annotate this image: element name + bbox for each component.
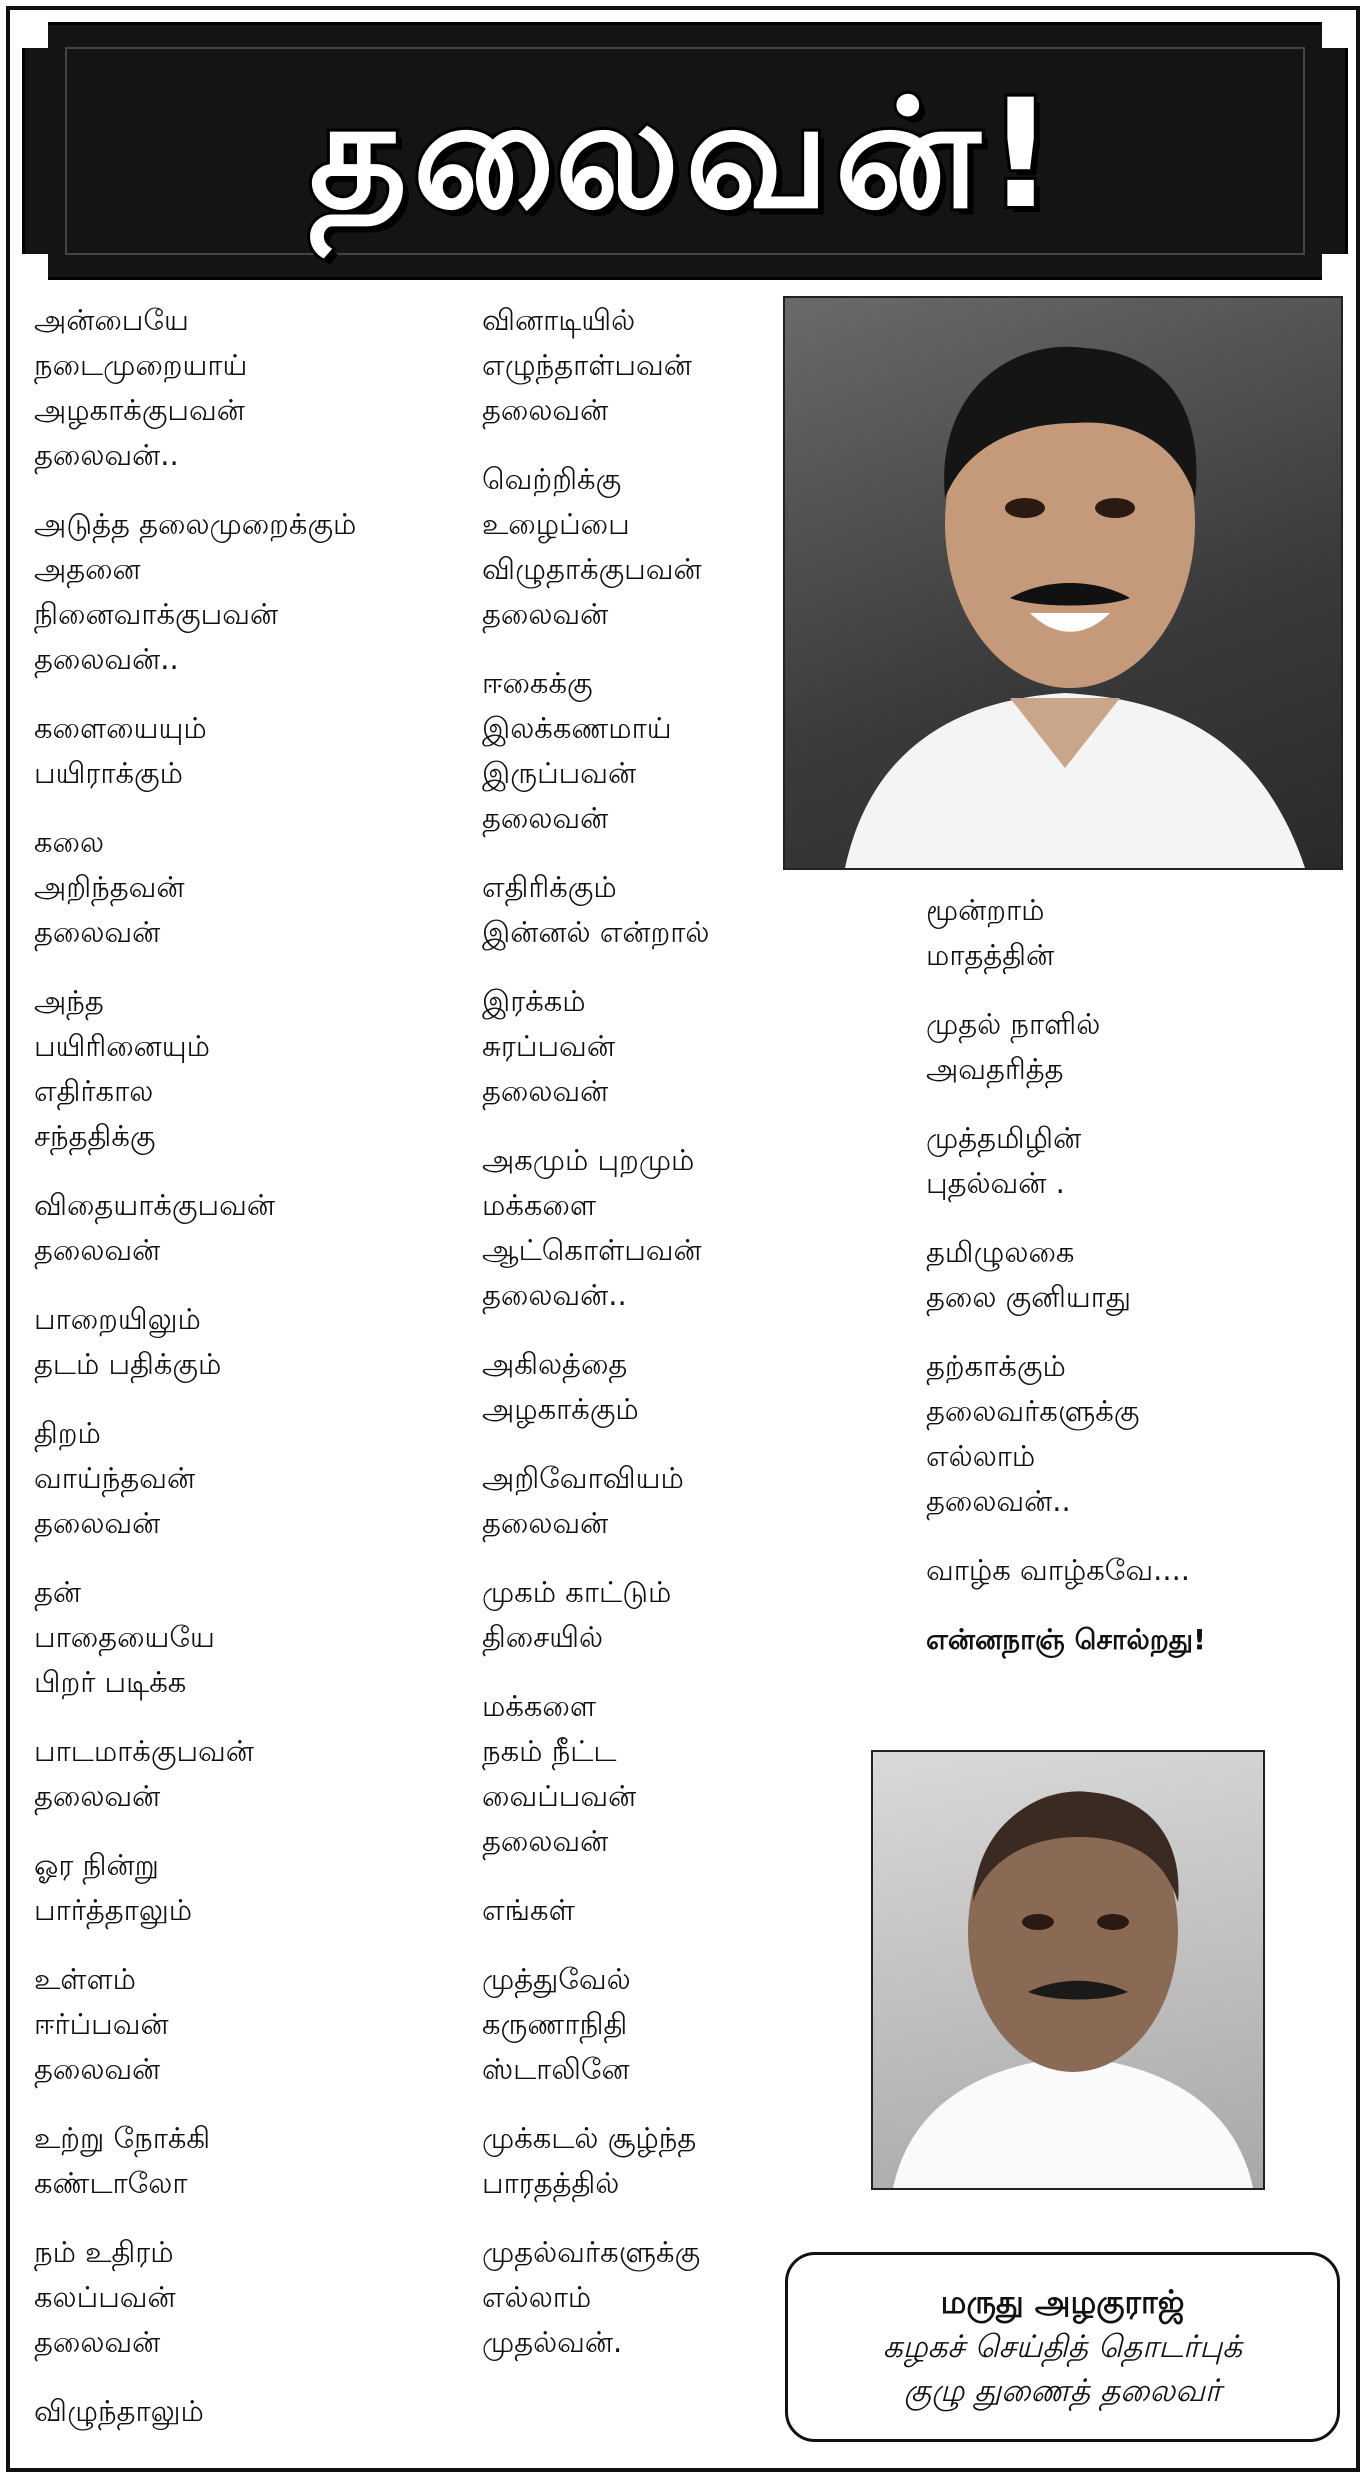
poem-line: ஆட்கொள்பவன் [482, 1233, 702, 1267]
poem-line: கலை [34, 825, 105, 859]
poem-line: உழைப்பை [482, 507, 630, 541]
poem-line: தலைவர்களுக்கு [926, 1394, 1140, 1428]
poem-line: தலைவன் [34, 1506, 161, 1540]
poem-column-1 [34, 298, 454, 2458]
poem-line: இருப்பவன் [482, 756, 637, 790]
poem-line: தலைவன் [482, 1824, 609, 1858]
poem-stanza [482, 1957, 902, 2092]
poem-column-3 [926, 888, 1346, 1686]
poem-line: கலப்பவன் [34, 2280, 176, 2314]
poem-stanza [482, 865, 902, 955]
poem-line: பயிராக்கும் [34, 756, 183, 790]
poem-line: தலைவன் [34, 2325, 161, 2359]
poem-line: அறிந்தவன் [34, 870, 185, 904]
poem-line: வைப்பவன் [482, 1779, 637, 1813]
poem-line: ஸ்டாலினே [482, 2052, 630, 2086]
poem-line: மூன்றாம் [926, 893, 1045, 927]
poem-stanza [482, 1138, 902, 1318]
poem-line: தலைவன் [482, 393, 609, 427]
poem-line: திசையில் [482, 1620, 604, 1654]
poem-line: முதல்வர்களுக்கு [482, 2235, 701, 2269]
poem-line: நகம் நீட்ட [482, 1734, 617, 1768]
poem-stanza [34, 2230, 454, 2365]
author-role-line-1: கழகச் செய்தித் தொடர்புக் [882, 2329, 1243, 2365]
poem-line: தலைவன் [482, 597, 609, 631]
poem-line: அழகாக்கும் [482, 1392, 639, 1426]
author-role-line-2: குழு துணைத் தலைவர் [903, 2373, 1222, 2409]
poem-stanza [34, 706, 454, 796]
poem-line: அன்பையே [34, 303, 189, 337]
poem-line: நினைவாக்குபவன் [34, 597, 279, 631]
poem-line: எங்கள் [482, 1893, 575, 1927]
author-portrait-photo [871, 1750, 1265, 2190]
poem-stanza [34, 2116, 454, 2206]
poem-line: தமிழுலகை [926, 1235, 1075, 1269]
poem-line: அதனை [34, 552, 141, 586]
poem-line: மாதத்தின் [926, 938, 1055, 972]
poem-line: திறம் [34, 1416, 101, 1450]
signature-line: என்னநாஞ் சொல்றது! [926, 1623, 1206, 1656]
poem-stanza [34, 1843, 454, 1933]
poem-column-3-stanzas [926, 888, 1346, 1593]
portrait-illustration [785, 298, 1341, 868]
poem-stanza [482, 1570, 902, 1660]
poem-line: விழுந்தாலும் [34, 2394, 204, 2428]
poem-line: விதையாக்குபவன் [34, 1188, 275, 1222]
poem-line: முத்துவேல் [482, 1962, 631, 1996]
author-credit-box [785, 2252, 1340, 2442]
banner-corner [1322, 22, 1348, 48]
poem-line: பார்த்தாலும் [34, 1893, 193, 1927]
poem-line: அடுத்த தலைமுறைக்கும் [34, 507, 357, 541]
poem-stanza [34, 1411, 454, 1546]
poem-line: தலைவன் [34, 915, 161, 949]
poem-line: முகம் காட்டும் [482, 1575, 672, 1609]
poem-line: முக்கடல் சூழ்ந்த [482, 2121, 697, 2155]
poem-line: எழுந்தாள்பவன் [482, 348, 692, 382]
poem-line: பாரதத்தில் [482, 2166, 620, 2200]
poem-line: அந்த [34, 984, 104, 1018]
poem-line: முதல்வன். [482, 2325, 623, 2359]
poem-line: முதல் நாளில் [926, 1007, 1101, 1041]
banner-corner [22, 254, 48, 280]
poem-stanza [34, 1729, 454, 1819]
poem-stanza [926, 1116, 1346, 1206]
poem-line: சந்ததிக்கு [34, 1119, 156, 1153]
poem-stanza [926, 1002, 1346, 1092]
poem-line: வெற்றிக்கு [482, 462, 622, 496]
poem-line: தலைவன்.. [34, 438, 179, 472]
poem-line: தலை குனியாது [926, 1280, 1132, 1314]
poem-line: இலக்கணமாய் [482, 711, 672, 745]
poem-line: தலைவன்.. [926, 1484, 1071, 1518]
poem-line: பாதையையே [34, 1620, 215, 1654]
poem-stanza [34, 502, 454, 682]
poem-line: அறிவோவியம் [482, 1461, 684, 1495]
poem-line: உள்ளம் [34, 1962, 136, 1996]
poem-line: தலைவன்.. [34, 642, 179, 676]
poem-stanza [482, 1888, 902, 1933]
poem-line: இரக்கம் [482, 984, 586, 1018]
poem-stanza [34, 1570, 454, 1705]
poem-stanza [34, 979, 454, 1159]
page-title: தலைவன்! [309, 68, 1061, 242]
poem-line: புதல்வன் . [926, 1166, 1065, 1200]
poem-line: தலைவன் [34, 1779, 161, 1813]
poem-line: தன் [34, 1575, 82, 1609]
poem-stanza [926, 1230, 1346, 1320]
poem-line: வினாடியில் [482, 303, 636, 337]
poem-stanza [34, 1183, 454, 1273]
banner-corner [22, 22, 48, 48]
poem-line: நடைமுறையாய் [34, 348, 248, 382]
poem-line: முத்தமிழின் [926, 1121, 1082, 1155]
poem-line: ஈர்ப்பவன் [34, 2007, 169, 2041]
poem-line: அவதரித்த [926, 1052, 1064, 1086]
poem-stanza [482, 1684, 902, 1864]
poem-line: எதிர்கால [34, 1074, 154, 1108]
portrait-illustration [873, 1752, 1263, 2188]
poem-line: தடம் பதிக்கும் [34, 1347, 222, 1381]
poem-line: மக்களை [482, 1188, 597, 1222]
poem-line: தலைவன் [34, 2052, 161, 2086]
poem-line: எல்லாம் [926, 1439, 1036, 1473]
leader-portrait-photo [783, 296, 1343, 870]
author-name: மருது அழகுராஜ் [940, 2283, 1185, 2321]
poem-line: அகிலத்தை [482, 1347, 628, 1381]
poem-line: கண்டாலோ [34, 2166, 188, 2200]
poem-line: தலைவன் [34, 1233, 161, 1267]
poem-line: களையையும் [34, 711, 207, 745]
poem-line: இன்னல் என்றால் [482, 915, 710, 949]
poem-line: பாறையிலும் [34, 1302, 201, 1336]
poem-line: எல்லாம் [482, 2280, 592, 2314]
poem-line: பாடமாக்குபவன் [34, 1734, 254, 1768]
poem-line: வாழ்க வாழ்கவே.... [926, 1553, 1191, 1587]
poem-line: தலைவன் [482, 1074, 609, 1108]
banner-corner [1322, 254, 1348, 280]
poem-line: ஈகைக்கு [482, 666, 593, 700]
poem-line: எதிரிக்கும் [482, 870, 617, 904]
poem-line: வாய்ந்தவன் [34, 1461, 196, 1495]
poem-line: ஓர நின்று [34, 1848, 159, 1882]
poem-line: சுரப்பவன் [482, 1029, 615, 1063]
poem-stanza [34, 1957, 454, 2092]
poem-line: பிறர் படிக்க [34, 1665, 187, 1699]
poem-stanza [482, 1342, 902, 1432]
poem-line: தலைவன் [482, 1506, 609, 1540]
poem-line: கருணாநிதி [482, 2007, 628, 2041]
poem-stanza [482, 1456, 902, 1546]
poem-stanza [34, 820, 454, 955]
poem-stanza [926, 1344, 1346, 1524]
poem-line: விழுதாக்குபவன் [482, 552, 702, 586]
poem-stanza [34, 2389, 454, 2434]
poem-stanza [34, 298, 454, 478]
poem-stanza [482, 979, 902, 1114]
poem-line: தலைவன்.. [482, 1278, 627, 1312]
poem-line: தற்காக்கும் [926, 1349, 1066, 1383]
title-banner [22, 22, 1348, 280]
poem-line: பயிரினையும் [34, 1029, 210, 1063]
poem-line: தலைவன் [482, 801, 609, 835]
poem-stanza [926, 1548, 1346, 1593]
poem-stanza [482, 2116, 902, 2206]
poem-line: உற்று நோக்கி [34, 2121, 211, 2155]
poem-line: அழகாக்குபவன் [34, 393, 245, 427]
poem-stanza [926, 888, 1346, 978]
poem-line: அகமும் புறமும் [482, 1143, 695, 1177]
poem-line: மக்களை [482, 1689, 597, 1723]
poem-stanza [34, 1297, 454, 1387]
poem-line: நம் உதிரம் [34, 2235, 174, 2269]
